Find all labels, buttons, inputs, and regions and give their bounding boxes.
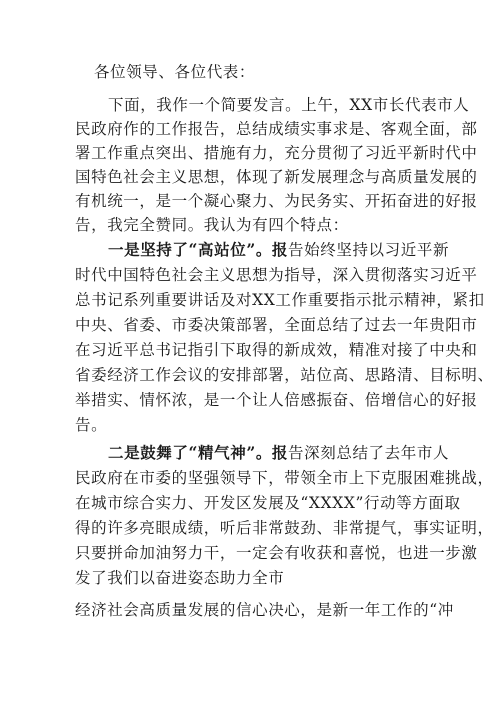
intro-line-6: 告，我完全赞同。我认为有四个特点： [75,216,349,234]
point2-heading: 二是鼓舞了“精气神”。报 [108,443,289,462]
salutation: 各位领导、各位代表： [94,63,256,81]
intro-line-4: 国特色社会主义思想，体现了新发展理念与高质量发展的 [75,168,478,186]
intro-line-2: 民政府作的工作报告，总结成绩实事求是、客观全面，部 [75,120,478,138]
point1-heading: 一是坚持了“高站位”。报 [108,240,289,259]
point1-line-3: 总书记系列重要讲话及对XX工作重要指示批示精神，紧扣 [75,291,485,309]
point2-first-rest: 告深刻总结了去年市人 [288,444,450,462]
point1-line-6: 省委经济工作会议的安排部署，站位高、思路清、目标明、 [75,366,494,384]
intro-line-5: 有机统一，是一个凝心聚力、为民务实、开拓奋进的好报 [75,192,478,210]
point2-line-6: 发了我们以奋进姿态助力全市 [75,569,285,587]
point1-line-5: 在习近平总书记指引下取得的新成效，精准对接了中央和 [75,341,478,359]
point2-line-2: 民政府在市委的坚强领导下，带领全市上下克服困难挑战， [75,469,494,487]
point1-first-rest: 告始终坚持以习近平新 [288,241,450,259]
point1-line-8: 告。 [75,416,108,434]
point2-line-3: 在城市综合实力、开发区发展及“XXXX”行动等方面取 [75,494,461,512]
point1-line-2: 时代中国特色社会主义思想为指导，深入贯彻落实习近平 [75,266,478,284]
intro-line-3: 署工作重点突出、措施有力，充分贯彻了习近平新时代中 [75,144,478,162]
point1-line-4: 中央、省委、市委决策部署，全面总结了过去一年贵阳市 [75,316,478,334]
point2-line-5: 只要拼命加油努力干，一定会有收获和喜悦，也进一步激 [75,544,478,562]
intro-line-1: 下面，我作一个简要发言。上午，XX市长代表市人 [108,96,470,114]
point2-line-4: 得的许多亮眼成绩，听后非常鼓劲、非常提气，事实证明， [75,519,494,537]
point2-first-line [108,443,449,463]
point1-first-line [108,240,449,260]
point2-line-7: 经济社会高质量发展的信心决心，是新一年工作的“冲 [75,601,454,619]
point1-line-7: 举措实、情怀浓，是一个让人倍感振奋、倍增信心的好报 [75,391,478,409]
